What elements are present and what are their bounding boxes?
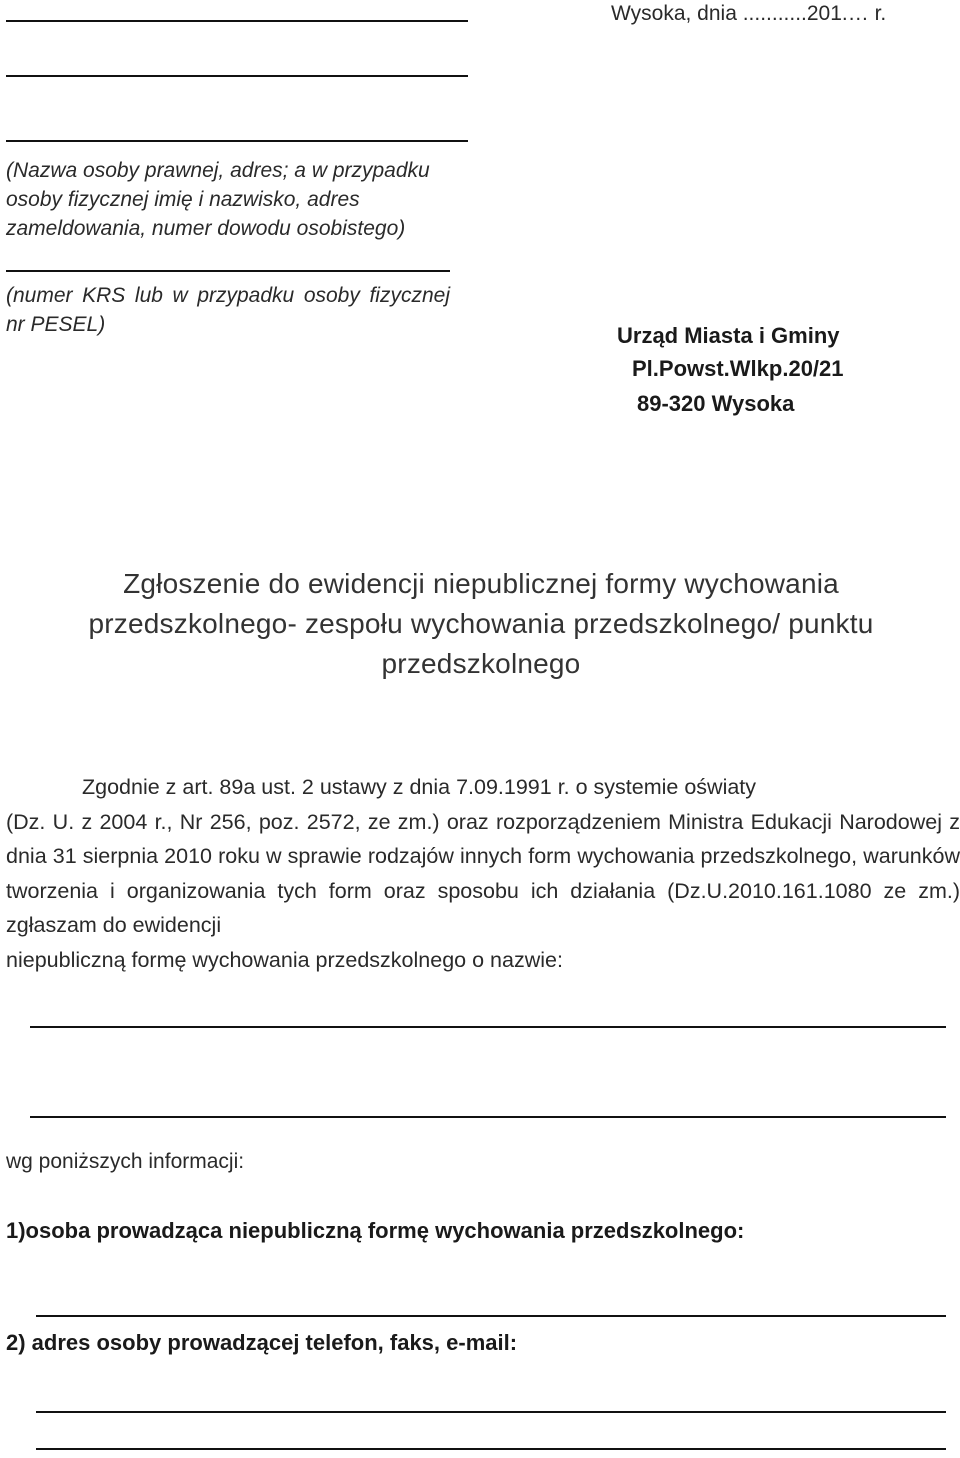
facility-name-line-1[interactable]	[30, 1026, 946, 1028]
section-2-answer-line-2[interactable]	[36, 1448, 946, 1450]
krs-pesel-caption: (numer KRS lub w przypadku osoby fizycznej nr PESEL)	[6, 284, 450, 336]
section-2-answer-line-1[interactable]	[36, 1411, 946, 1413]
legal-basis-main: (Dz. U. z 2004 r., Nr 256, poz. 2572, ze zm.) oraz rozporządzeniem Ministra Edukacji Narodowej z dnia 31 sierpnia 2010 roku w sprawie rodzajów innych form wychowania przedszkolnego, warunków tworzenia i organizowania tych form oraz sposobu ich działania (Dz.U.2010.161.1080 ze zm.) zgłaszam do ewidencji	[6, 809, 960, 937]
krs-pesel-line[interactable]	[6, 270, 450, 272]
recipient-street: Pl.Powst.Wlkp.20/21	[632, 356, 844, 381]
recipient-office: Urząd Miasta i Gminy	[617, 323, 840, 348]
section-2-heading: 2) adres osoby prowadzącej telefon, faks, e-mail:	[6, 1330, 518, 1355]
section-1-heading: 1)osoba prowadząca niepubliczną formę wychowania przedszkolnego:	[6, 1218, 745, 1243]
section-1-answer-line[interactable]	[36, 1315, 946, 1317]
applicant-name-line-1[interactable]	[6, 20, 468, 22]
applicant-name-line-2[interactable]	[6, 75, 468, 77]
applicant-name-line-3[interactable]	[6, 140, 468, 142]
info-intro: wg poniższych informacji:	[6, 1150, 245, 1173]
applicant-name-caption: (Nazwa osoby prawnej, adres; a w przypadku osoby fizycznej imię i nazwisko, adres zameldowania, numer dowodu osobistego)	[6, 159, 430, 240]
legal-basis-paragraph	[6, 770, 960, 977]
facility-name-line-2[interactable]	[30, 1116, 946, 1118]
legal-basis-first-line: Zgodnie z art. 89a ust. 2 ustawy z dnia 7.09.1991 r. o systemie oświaty	[82, 775, 757, 799]
legal-basis-last-line: niepubliczną formę wychowania przedszkolnego o nazwie:	[6, 947, 563, 972]
document-title: Zgłoszenie do ewidencji niepublicznej formy wychowania przedszkolnego- zespołu wychowania przedszkolnego/ punktu przedszkolnego	[88, 568, 874, 679]
document-date: Wysoka, dnia ...........201.… r.	[611, 2, 887, 25]
recipient-city: 89-320 Wysoka	[637, 391, 795, 416]
